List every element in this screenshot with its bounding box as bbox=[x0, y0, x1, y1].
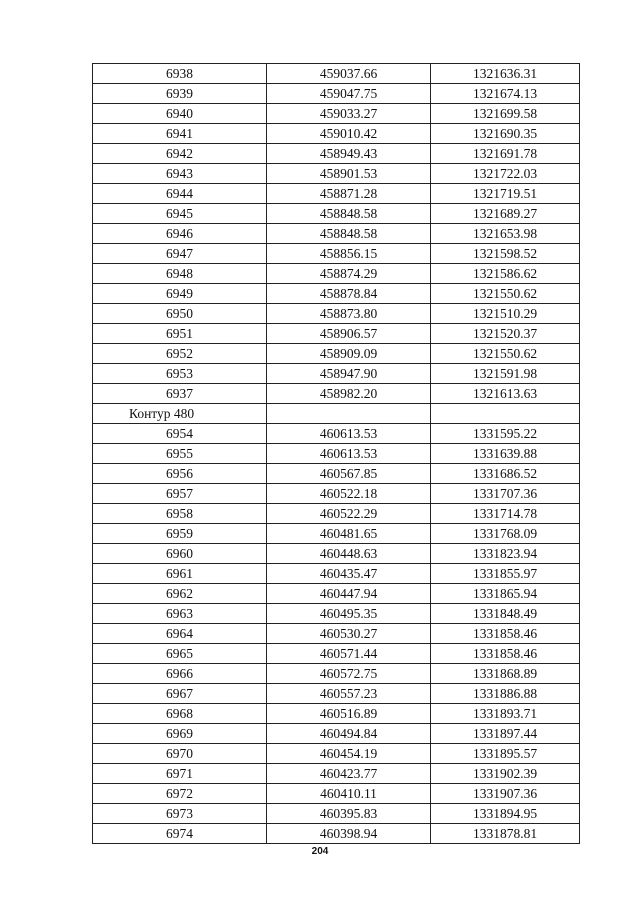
x-coordinate-cell: 460435.47 bbox=[267, 564, 431, 584]
x-coordinate-cell: 460567.85 bbox=[267, 464, 431, 484]
table-row bbox=[93, 464, 580, 484]
empty-cell bbox=[267, 404, 431, 424]
table-row bbox=[93, 364, 580, 384]
y-coordinate-cell: 1331707.36 bbox=[431, 484, 580, 504]
table-row bbox=[93, 384, 580, 404]
x-coordinate-cell: 458982.20 bbox=[267, 384, 431, 404]
point-number-cell: 6957 bbox=[93, 484, 267, 504]
y-coordinate-cell: 1321550.62 bbox=[431, 344, 580, 364]
table-row bbox=[93, 104, 580, 124]
point-number-cell: 6951 bbox=[93, 324, 267, 344]
x-coordinate-cell: 459033.27 bbox=[267, 104, 431, 124]
section-header-row bbox=[93, 404, 580, 424]
y-coordinate-cell: 1321510.29 bbox=[431, 304, 580, 324]
point-number-cell: 6954 bbox=[93, 424, 267, 444]
point-number-cell: 6945 bbox=[93, 204, 267, 224]
y-coordinate-cell: 1321699.58 bbox=[431, 104, 580, 124]
y-coordinate-cell: 1321591.98 bbox=[431, 364, 580, 384]
y-coordinate-cell: 1331686.52 bbox=[431, 464, 580, 484]
table-row bbox=[93, 544, 580, 564]
x-coordinate-cell: 460530.27 bbox=[267, 624, 431, 644]
x-coordinate-cell: 458873.80 bbox=[267, 304, 431, 324]
y-coordinate-cell: 1331858.46 bbox=[431, 624, 580, 644]
x-coordinate-cell: 458901.53 bbox=[267, 164, 431, 184]
y-coordinate-cell: 1331823.94 bbox=[431, 544, 580, 564]
y-coordinate-cell: 1331865.94 bbox=[431, 584, 580, 604]
table-row bbox=[93, 824, 580, 844]
x-coordinate-cell: 460448.63 bbox=[267, 544, 431, 564]
x-coordinate-cell: 460481.65 bbox=[267, 524, 431, 544]
y-coordinate-cell: 1331639.88 bbox=[431, 444, 580, 464]
table-row bbox=[93, 244, 580, 264]
x-coordinate-cell: 458848.58 bbox=[267, 204, 431, 224]
x-coordinate-cell: 458906.57 bbox=[267, 324, 431, 344]
y-coordinate-cell: 1331858.46 bbox=[431, 644, 580, 664]
x-coordinate-cell: 458871.28 bbox=[267, 184, 431, 204]
x-coordinate-cell: 460410.11 bbox=[267, 784, 431, 804]
y-coordinate-cell: 1321653.98 bbox=[431, 224, 580, 244]
y-coordinate-cell: 1321613.63 bbox=[431, 384, 580, 404]
point-number-cell: 6942 bbox=[93, 144, 267, 164]
table-row bbox=[93, 164, 580, 184]
table-row bbox=[93, 804, 580, 824]
table-row bbox=[93, 484, 580, 504]
table-row bbox=[93, 144, 580, 164]
table-row bbox=[93, 304, 580, 324]
x-coordinate-cell: 458848.58 bbox=[267, 224, 431, 244]
section-label: Контур 480 bbox=[93, 404, 267, 424]
point-number-cell: 6966 bbox=[93, 664, 267, 684]
y-coordinate-cell: 1331897.44 bbox=[431, 724, 580, 744]
x-coordinate-cell: 460557.23 bbox=[267, 684, 431, 704]
point-number-cell: 6965 bbox=[93, 644, 267, 664]
table-row bbox=[93, 684, 580, 704]
table-row bbox=[93, 564, 580, 584]
x-coordinate-cell: 460516.89 bbox=[267, 704, 431, 724]
x-coordinate-cell: 460423.77 bbox=[267, 764, 431, 784]
point-number-cell: 6939 bbox=[93, 84, 267, 104]
y-coordinate-cell: 1321722.03 bbox=[431, 164, 580, 184]
y-coordinate-cell: 1331907.36 bbox=[431, 784, 580, 804]
table-row bbox=[93, 644, 580, 664]
table-row bbox=[93, 124, 580, 144]
x-coordinate-cell: 460522.18 bbox=[267, 484, 431, 504]
y-coordinate-cell: 1321520.37 bbox=[431, 324, 580, 344]
x-coordinate-cell: 460398.94 bbox=[267, 824, 431, 844]
x-coordinate-cell: 458856.15 bbox=[267, 244, 431, 264]
y-coordinate-cell: 1321689.27 bbox=[431, 204, 580, 224]
x-coordinate-cell: 458878.84 bbox=[267, 284, 431, 304]
x-coordinate-cell: 460571.44 bbox=[267, 644, 431, 664]
table-row bbox=[93, 444, 580, 464]
point-number-cell: 6938 bbox=[93, 64, 267, 84]
x-coordinate-cell: 460522.29 bbox=[267, 504, 431, 524]
coordinates-table bbox=[92, 63, 580, 844]
x-coordinate-cell: 460572.75 bbox=[267, 664, 431, 684]
y-coordinate-cell: 1331595.22 bbox=[431, 424, 580, 444]
x-coordinate-cell: 460395.83 bbox=[267, 804, 431, 824]
point-number-cell: 6970 bbox=[93, 744, 267, 764]
point-number-cell: 6958 bbox=[93, 504, 267, 524]
x-coordinate-cell: 458947.90 bbox=[267, 364, 431, 384]
x-coordinate-cell: 460447.94 bbox=[267, 584, 431, 604]
x-coordinate-cell: 459047.75 bbox=[267, 84, 431, 104]
point-number-cell: 6960 bbox=[93, 544, 267, 564]
x-coordinate-cell: 458874.29 bbox=[267, 264, 431, 284]
y-coordinate-cell: 1321719.51 bbox=[431, 184, 580, 204]
point-number-cell: 6948 bbox=[93, 264, 267, 284]
table-row bbox=[93, 344, 580, 364]
y-coordinate-cell: 1331855.97 bbox=[431, 564, 580, 584]
table-row bbox=[93, 224, 580, 244]
table-row bbox=[93, 604, 580, 624]
table-row bbox=[93, 504, 580, 524]
y-coordinate-cell: 1321550.62 bbox=[431, 284, 580, 304]
table-row bbox=[93, 764, 580, 784]
point-number-cell: 6949 bbox=[93, 284, 267, 304]
x-coordinate-cell: 458909.09 bbox=[267, 344, 431, 364]
point-number-cell: 6943 bbox=[93, 164, 267, 184]
table-row bbox=[93, 724, 580, 744]
table-row bbox=[93, 184, 580, 204]
point-number-cell: 6953 bbox=[93, 364, 267, 384]
table-row bbox=[93, 784, 580, 804]
y-coordinate-cell: 1331902.39 bbox=[431, 764, 580, 784]
y-coordinate-cell: 1331768.09 bbox=[431, 524, 580, 544]
y-coordinate-cell: 1331848.49 bbox=[431, 604, 580, 624]
table-row bbox=[93, 324, 580, 344]
table-row bbox=[93, 624, 580, 644]
point-number-cell: 6959 bbox=[93, 524, 267, 544]
point-number-cell: 6937 bbox=[93, 384, 267, 404]
empty-cell bbox=[431, 404, 580, 424]
x-coordinate-cell: 458949.43 bbox=[267, 144, 431, 164]
table-row bbox=[93, 744, 580, 764]
x-coordinate-cell: 460454.19 bbox=[267, 744, 431, 764]
x-coordinate-cell: 460495.35 bbox=[267, 604, 431, 624]
point-number-cell: 6944 bbox=[93, 184, 267, 204]
point-number-cell: 6961 bbox=[93, 564, 267, 584]
x-coordinate-cell: 459010.42 bbox=[267, 124, 431, 144]
y-coordinate-cell: 1331878.81 bbox=[431, 824, 580, 844]
y-coordinate-cell: 1331893.71 bbox=[431, 704, 580, 724]
point-number-cell: 6940 bbox=[93, 104, 267, 124]
table-row bbox=[93, 204, 580, 224]
y-coordinate-cell: 1331895.57 bbox=[431, 744, 580, 764]
point-number-cell: 6962 bbox=[93, 584, 267, 604]
point-number-cell: 6968 bbox=[93, 704, 267, 724]
x-coordinate-cell: 460613.53 bbox=[267, 424, 431, 444]
point-number-cell: 6963 bbox=[93, 604, 267, 624]
y-coordinate-cell: 1321690.35 bbox=[431, 124, 580, 144]
table-row bbox=[93, 264, 580, 284]
point-number-cell: 6950 bbox=[93, 304, 267, 324]
y-coordinate-cell: 1331714.78 bbox=[431, 504, 580, 524]
y-coordinate-cell: 1321691.78 bbox=[431, 144, 580, 164]
point-number-cell: 6972 bbox=[93, 784, 267, 804]
point-number-cell: 6974 bbox=[93, 824, 267, 844]
y-coordinate-cell: 1331868.89 bbox=[431, 664, 580, 684]
point-number-cell: 6969 bbox=[93, 724, 267, 744]
page-number: 204 bbox=[311, 846, 329, 857]
table-row bbox=[93, 284, 580, 304]
x-coordinate-cell: 459037.66 bbox=[267, 64, 431, 84]
x-coordinate-cell: 460613.53 bbox=[267, 444, 431, 464]
point-number-cell: 6956 bbox=[93, 464, 267, 484]
y-coordinate-cell: 1321586.62 bbox=[431, 264, 580, 284]
point-number-cell: 6941 bbox=[93, 124, 267, 144]
point-number-cell: 6967 bbox=[93, 684, 267, 704]
point-number-cell: 6973 bbox=[93, 804, 267, 824]
point-number-cell: 6946 bbox=[93, 224, 267, 244]
table-row bbox=[93, 584, 580, 604]
coordinates-table-container bbox=[92, 63, 574, 844]
table-row bbox=[93, 524, 580, 544]
y-coordinate-cell: 1331886.88 bbox=[431, 684, 580, 704]
table-row bbox=[93, 84, 580, 104]
point-number-cell: 6952 bbox=[93, 344, 267, 364]
point-number-cell: 6947 bbox=[93, 244, 267, 264]
x-coordinate-cell: 460494.84 bbox=[267, 724, 431, 744]
coordinates-table-body bbox=[93, 64, 580, 844]
table-row bbox=[93, 424, 580, 444]
point-number-cell: 6964 bbox=[93, 624, 267, 644]
y-coordinate-cell: 1321674.13 bbox=[431, 84, 580, 104]
table-row bbox=[93, 664, 580, 684]
point-number-cell: 6971 bbox=[93, 764, 267, 784]
y-coordinate-cell: 1321598.52 bbox=[431, 244, 580, 264]
y-coordinate-cell: 1321636.31 bbox=[431, 64, 580, 84]
point-number-cell: 6955 bbox=[93, 444, 267, 464]
table-row bbox=[93, 64, 580, 84]
table-row bbox=[93, 704, 580, 724]
y-coordinate-cell: 1331894.95 bbox=[431, 804, 580, 824]
